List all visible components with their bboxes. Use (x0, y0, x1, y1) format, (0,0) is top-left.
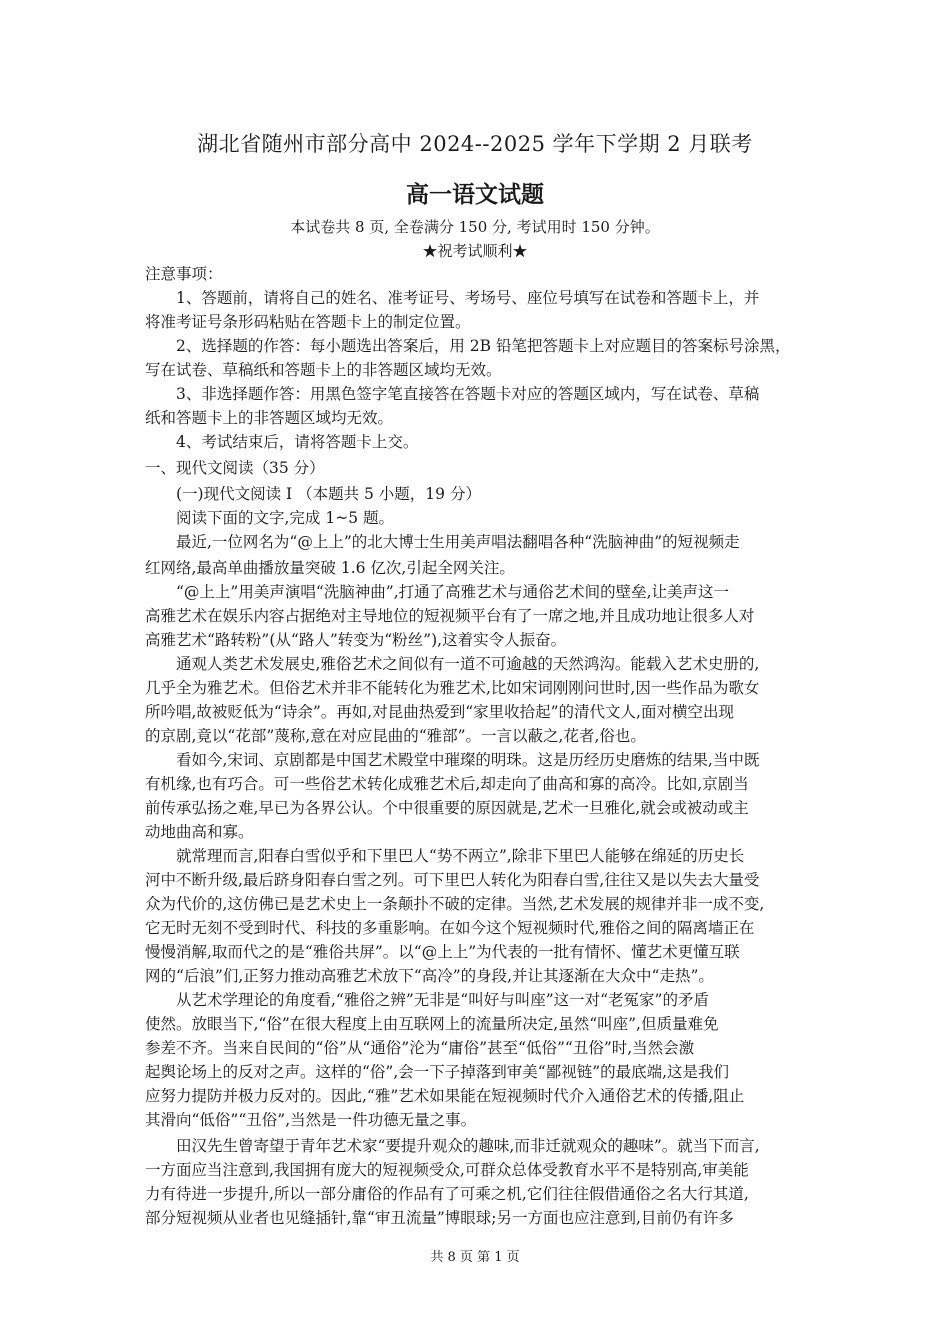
text-line: 2、选择题的作答：每小题选出答案后，用 2B 铅笔把答题卡上对应题目的答案标号涂黑， (176, 337, 791, 355)
text-line: 就常理而言,阳春白雪似乎和下里巴人“势不两立”,除非下里巴人能够在绵延的历史长 (176, 847, 745, 865)
text-line: 从艺术学理论的角度看,“雅俗之辨”无非是“叫好与叫座”这一对“老冤家”的矛盾 (176, 991, 709, 1009)
text-line: 力有待进一步提升,所以一部分庸俗的作品有了可乘之机,它们往往假借通俗之名大行其道, (145, 1185, 749, 1203)
text-line: 一方面应当注意到,我国拥有庞大的短视频受众,可群众总体受教育水平不是特别高,审美能 (145, 1161, 749, 1179)
text-line: 1、答题前，请将自己的姓名、准考证号、考场号、座位号填写在试卷和答题卡上，并 (176, 289, 760, 307)
exam-title: 湖北省随州市部分高中 2024--2025 学年下学期 2 月联考 (197, 132, 753, 156)
text-line: 众为代价的,这仿佛已是艺术史上一条颠扑不破的定律。当然,艺术发展的规律并非一成不变, (145, 895, 765, 913)
text-line: 的京剧,竟以“花部”蔑称,意在对应昆曲的“雅部”。一言以蔽之,花者,俗也。 (145, 727, 646, 745)
text-line: 通观人类艺术发展史,雅俗艺术之间似有一道不可逾越的天然鸿沟。能载入艺术史册的, (176, 655, 760, 673)
text-line: 前传承弘扬之难,早已为各界公认。个中很重要的原因就是,艺术一旦雅化,就会或被动或主 (145, 799, 749, 817)
exam-info: 本试卷共 8 页, 全卷满分 150 分, 考试用时 150 分钟。 (290, 218, 660, 236)
text-line: 起舆论场上的反对之声。这样的“俗”,会一下子掉落到审美“鄙视链”的最底端,这是我们 (145, 1063, 730, 1081)
text-line: 所吟唱,故被贬低为“诗余”。再如,对昆曲热爱到“家里收拾起”的清代文人,面对横空出现 (145, 703, 734, 721)
instruction: 阅读下面的文字,完成 1~5 题。 (176, 509, 394, 527)
text-line: 红网络,最高单曲播放量突破 1.6 亿次,引起全网关注。 (145, 559, 515, 577)
text-line: 将准考证号条形码粘贴在答题卡上的制定位置。 (145, 313, 471, 331)
text-line: 纸和答题卡上的非答题区域均无效。 (145, 409, 394, 427)
page-footer: 共 8 页 第 1 页 (430, 1250, 520, 1265)
text-line: 几乎全为雅艺术。但俗艺术并非不能转化为雅艺术,比如宋词刚刚问世时,因一些作品为歌女 (145, 679, 760, 697)
text-line: 最近,一位网名为“@上上”的北大博士生用美声唱法翻唱各种“洗脑神曲”的短视频走 (176, 533, 740, 551)
notice-heading: 注意事项： (145, 265, 223, 283)
text-line: 高雅艺术“路转粉”(从“路人”转变为“粉丝”),这着实令人振奋。 (145, 631, 567, 649)
text-line: 使然。放眼当下,“俗”在很大程度上由互联网上的流量所决定,虽然“叫座”,但质量难免 (145, 1015, 719, 1033)
text-line: 有机缘,也有巧合。可一些俗艺术转化成雅艺术后,却走向了曲高和寡的高冷。比如,京剧当 (145, 775, 749, 793)
text-line: 4、考试结束后，请将答题卡上交。 (176, 433, 419, 451)
text-line: 田汉先生曾寄望于青年艺术家“要提升观众的趣味,而非迁就观众的趣味”。就当下而言, (176, 1137, 760, 1155)
text-line: 河中不断升级,最后跻身阳春白雪之列。可下里巴人转化为阳春白雪,往往又是以失去大量受 (145, 871, 760, 889)
text-line: 其滑向“低俗”“丑俗”,当然是一件功德无量之事。 (145, 1111, 477, 1129)
text-line: 参差不齐。当来自民间的“俗”从“通俗”沦为“庸俗”甚至“低俗”“丑俗”时,当然会激 (145, 1039, 695, 1057)
text-line: 部分短视频从业者也见缝插针,靠“审丑流量”博眼球;另一方面也应注意到,目前仍有许多 (145, 1209, 734, 1227)
text-line: 网的“后浪”们,正努力推动高雅艺术放下“高冷”的身段,并让其逐渐在大众中“走热”。 (145, 967, 714, 985)
exam-subtitle: 高一语文试题 (406, 181, 544, 208)
subsection-heading: (一)现代文阅读 I （本题共 5 小题，19 分） (176, 485, 481, 503)
text-line: 3、非选择题作答：用黑色签字笔直接答在答题卡对应的答题区域内，写在试卷、草稿 (176, 385, 760, 403)
text-line: 应努力提防并极力反对的。因此,“雅”艺术如果能在短视频时代介入通俗艺术的传播,阻止 (145, 1087, 745, 1105)
text-line: 动地曲高和寡。 (145, 823, 254, 841)
text-line: 它无时无刻不受到时代、科技的多重影响。在如今这个短视频时代,雅俗之间的隔离墙正在 (145, 919, 755, 937)
text-line: 高雅艺术在娱乐内容占据绝对主导地位的短视频平台有了一席之地,并且成功地让很多人对 (145, 607, 755, 625)
text-line: 写在试卷、草稿纸和答题卡上的非答题区域均无效。 (145, 361, 502, 379)
text-line: 慢慢消解,取而代之的是“雅俗共屏”。以“@上上”为代表的一批有情怀、懂艺术更懂互联 (145, 943, 740, 961)
section-heading: 一、现代文阅读（35 分） (145, 459, 325, 477)
exam-wish: ★祝考试顺利★ (422, 242, 528, 260)
text-line: 看如今,宋词、京剧都是中国艺术殿堂中璀璨的明珠。这是历经历史磨炼的结果,当中既 (176, 751, 760, 769)
text-line: “@上上”用美声演唱“洗脑神曲”,打通了高雅艺术与通俗艺术间的壁垒,让美声这一 (176, 583, 730, 601)
